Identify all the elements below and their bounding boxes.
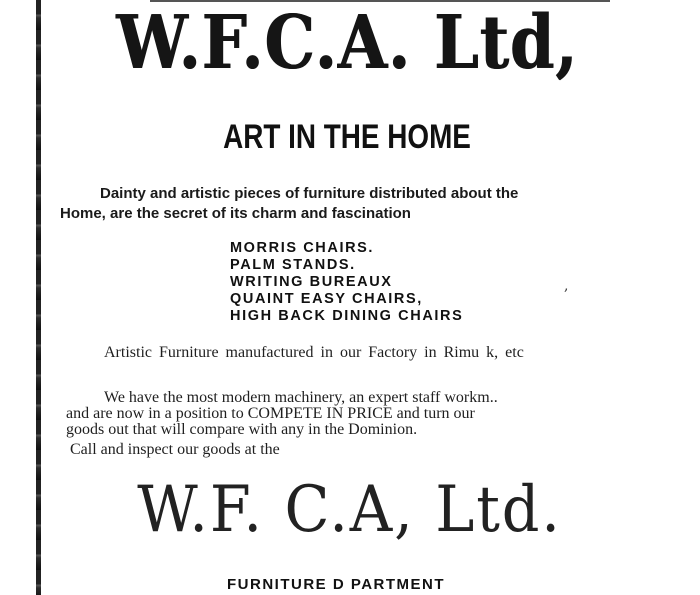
machinery-line-2: and are now in a position to COMPETE IN PRICE and turn our (66, 405, 475, 422)
stray-print-mark: , (564, 278, 569, 294)
product-item: HIGH BACK DINING CHAIRS (230, 308, 464, 324)
company-name-top: W.F.C.A. Ltd, (115, 0, 579, 86)
call-line: Call and inspect our goods at the (70, 441, 280, 458)
product-item: WRITING BUREAUX (230, 274, 393, 290)
company-name-bottom: W.F. C.A, Ltd. (137, 473, 562, 547)
factory-line: Artistic Furniture manufactured in our Factory in Rimu k, etc (104, 344, 524, 361)
intro-line-2: Home, are the secret of its charm and fascination (60, 205, 411, 222)
product-item: QUAINT EASY CHAIRS, (230, 291, 423, 307)
headline: ART IN THE HOME (223, 118, 471, 156)
product-item: MORRIS CHAIRS. (230, 240, 375, 256)
department-label: FURNITURE D PARTMENT (227, 576, 446, 593)
machinery-paragraph (66, 390, 696, 438)
advertisement (62, 0, 692, 595)
product-list (230, 240, 463, 325)
machinery-line-1: We have the most modern machinery, an expert staff workm.. (104, 389, 498, 406)
product-item: PALM STANDS. (230, 257, 356, 273)
intro-line-1: Dainty and artistic pieces of furniture distributed about the (100, 185, 519, 202)
intro-paragraph (62, 184, 692, 224)
scan-border-left (36, 0, 41, 595)
machinery-line-3: goods out that will compare with any in the Dominion. (66, 421, 418, 438)
